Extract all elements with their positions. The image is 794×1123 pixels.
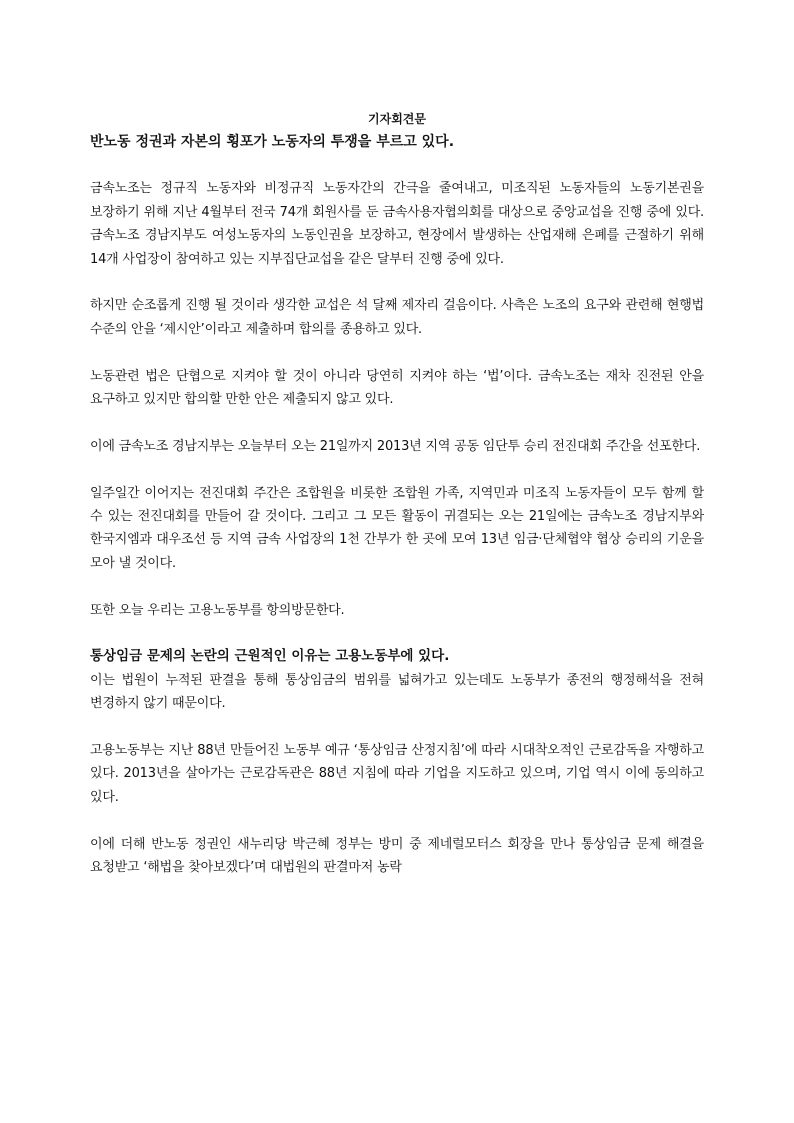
document-headline: 반노동 정권과 자본의 횡포가 노동자의 투쟁을 부르고 있다. (90, 134, 455, 150)
spacer (90, 411, 704, 434)
paragraph-2: 하지만 순조롭게 진행 될 것이라 생각한 교섭은 석 달째 제자리 걸음이다. 사측은 노조의 요구와 관련해 현행법 수준의 안을 ‘제시안’이라고 제출하며 합의를 종용하고 있다. (90, 298, 704, 337)
spacer (90, 154, 704, 177)
paragraph-3: 노동관련 법은 단협으로 지켜야 할 것이 아니라 당연히 지켜야 하는 ‘법’이다. 금속노조는 재차 진전된 안을 요구하고 있지만 합의할 만한 안은 제출되지 않고 있다. (90, 368, 704, 408)
spacer (90, 271, 704, 294)
spacer (90, 575, 704, 598)
document-page (90, 108, 704, 879)
spacer (90, 341, 704, 364)
document-label: 기자회견문 (368, 112, 426, 126)
spacer (90, 809, 704, 832)
spacer (90, 716, 704, 739)
paragraph-7: 이는 법원이 누적된 판결을 통해 통상임금의 범위를 넓혀가고 있는데도 노동부가 종전의 행정해석을 전혀 변경하지 않기 때문이다. (90, 672, 704, 712)
section-subheading: 통상임금 문제의 논란의 근원적인 이유는 고용노동부에 있다. (90, 648, 450, 665)
paragraph-6: 또한 오늘 우리는 고용노동부를 항의방문한다. (90, 602, 345, 618)
paragraph-9: 이에 더해 반노동 정권인 새누리당 박근혜 정부는 방미 중 제네럴모터스 회장을 만나 통상임금 문제 해결을 요청받고 ‘해법을 찾아보겠다’며 대법원의 판결마저 농락 (90, 836, 704, 876)
paragraph-1: 금속노조는 정규직 노동자와 비정규직 노동자간의 간극을 줄여내고, 미조직된 노동자들의 노동기본권을 보장하기 위해 지난 4월부터 전국 74개 회원사를 둔 금속사용자협의회를 대상으로 중앙교섭을 진행 중에 있다. 금속노조 경남지부도 여성노동자의 노동인권을 보장하고, 현장에서 발생하는 산업재해 은폐를 근절하기 위해 14개 사업장이 참여하고 있는 지부집단교섭을 같은 달부터 진행 중에 있다. (90, 181, 704, 267)
spacer (90, 458, 704, 481)
paragraph-8: 고용노동부는 지난 88년 만들어진 노동부 예규 ‘통상임금 산정지침’에 따라 시대착오적인 근로감독을 자행하고 있다. 2013년을 살아가는 근로감독관은 88년 지침에 따라 기업을 지도하고 있으며, 기업 역시 이에 동의하고 있다. (90, 743, 704, 805)
paragraph-4: 이에 금속노조 경남지부는 오늘부터 오는 21일까지 2013년 지역 공동 임단투 승리 전진대회 주간을 선포한다. (90, 438, 701, 454)
spacer (90, 622, 704, 645)
paragraph-5: 일주일간 이어지는 전진대회 주간은 조합원을 비롯한 조합원 가족, 지역민과 미조직 노동자들이 모두 함께 할 수 있는 전진대회를 만들어 갈 것이다. 그리고 그 모든 활동이 귀결되는 오는 21일에는 금속노조 경남지부와 한국지엠과 대우조선 등 지역 금속 사업장의 1천 간부가 한 곳에 모여 13년 임금·단체협약 협상 승리의 기운을 모아 낼 것이다. (90, 485, 704, 571)
